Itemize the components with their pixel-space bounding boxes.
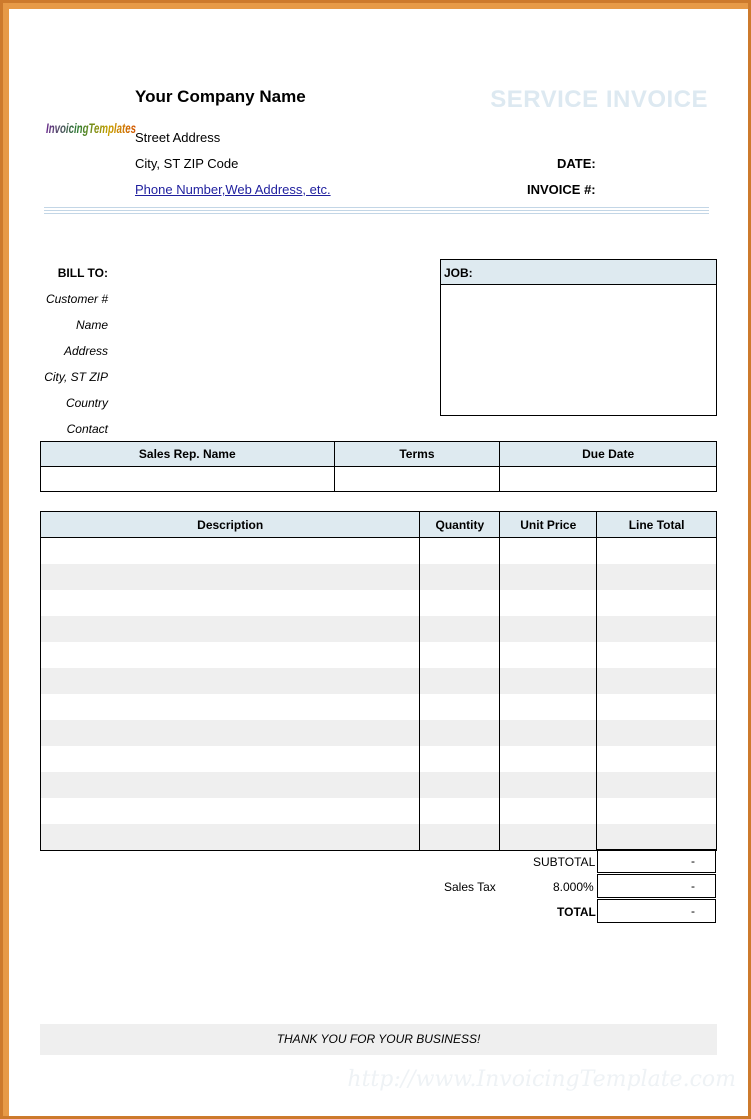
watermark: http://www.InvoicingTemplate.com	[347, 1067, 736, 1092]
invoice-page	[9, 9, 748, 1116]
quantity-cell[interactable]	[420, 642, 500, 668]
line-total-cell[interactable]	[597, 824, 717, 851]
total-label: TOTAL	[557, 905, 596, 919]
quantity-cell[interactable]	[420, 772, 500, 798]
table-row	[41, 668, 717, 694]
terms-header: Terms	[334, 442, 500, 467]
line-total-cell[interactable]	[597, 616, 717, 642]
description-cell[interactable]	[41, 772, 420, 798]
unit-price-cell[interactable]	[500, 668, 597, 694]
name-label: Name	[75, 318, 108, 332]
table-row	[41, 720, 717, 746]
unit-price-cell[interactable]	[500, 564, 597, 590]
description-cell[interactable]	[41, 668, 420, 694]
quantity-cell[interactable]	[420, 564, 500, 590]
sales-rep-cell[interactable]	[41, 467, 335, 492]
quantity-cell[interactable]	[420, 668, 500, 694]
subtotal-label: SUBTOTAL	[533, 855, 596, 869]
description-cell[interactable]	[41, 694, 420, 720]
header-divider	[44, 213, 709, 214]
line-total-cell[interactable]	[597, 772, 717, 798]
unit-price-cell[interactable]	[500, 642, 597, 668]
line-total-header: Line Total	[597, 512, 717, 538]
line-total-cell[interactable]	[597, 720, 717, 746]
unit-price-cell[interactable]	[500, 538, 597, 565]
unit-price-cell[interactable]	[500, 590, 597, 616]
line-items-body	[41, 538, 717, 851]
unit-price-cell[interactable]	[500, 694, 597, 720]
line-total-cell[interactable]	[597, 590, 717, 616]
tax-rate[interactable]: 8.000%	[553, 880, 594, 894]
description-cell[interactable]	[41, 720, 420, 746]
description-cell[interactable]	[41, 746, 420, 772]
table-row	[41, 564, 717, 590]
quantity-cell[interactable]	[420, 616, 500, 642]
city-zip-label: City, ST ZIP	[44, 370, 108, 384]
table-row	[41, 824, 717, 851]
quantity-cell[interactable]	[420, 694, 500, 720]
city-line: City, ST ZIP Code	[135, 156, 239, 171]
quantity-cell[interactable]	[420, 590, 500, 616]
line-total-cell[interactable]	[597, 564, 717, 590]
unit-price-cell[interactable]	[500, 798, 597, 824]
date-label: DATE:	[557, 156, 596, 171]
sales-tax-label: Sales Tax	[444, 880, 496, 894]
invoice-number-label: INVOICE #:	[527, 182, 596, 197]
quantity-cell[interactable]	[420, 798, 500, 824]
quantity-cell[interactable]	[420, 824, 500, 851]
description-header: Description	[41, 512, 420, 538]
description-cell[interactable]	[41, 642, 420, 668]
page-frame	[3, 3, 748, 1116]
thank-you-message: THANK YOU FOR YOUR BUSINESS!	[40, 1024, 717, 1055]
total-value: -	[597, 899, 716, 923]
line-total-cell[interactable]	[597, 668, 717, 694]
unit-price-cell[interactable]	[500, 772, 597, 798]
address-label: Address	[63, 344, 108, 358]
job-box	[440, 259, 717, 416]
description-cell[interactable]	[41, 590, 420, 616]
line-total-cell[interactable]	[597, 538, 717, 565]
company-logo	[46, 111, 138, 151]
description-cell[interactable]	[41, 824, 420, 851]
contact-link[interactable]: Phone Number,Web Address, etc.	[135, 182, 331, 197]
line-total-cell[interactable]	[597, 642, 717, 668]
header-divider	[44, 210, 709, 211]
unit-price-header: Unit Price	[500, 512, 597, 538]
description-cell[interactable]	[41, 798, 420, 824]
due-date-cell[interactable]	[500, 467, 717, 492]
country-label: Country	[65, 396, 108, 410]
table-row	[41, 538, 717, 565]
document-title: SERVICE INVOICE	[490, 86, 708, 113]
job-label: JOB:	[441, 260, 716, 285]
description-cell[interactable]	[41, 564, 420, 590]
svg-text:InvoicingTemplates: InvoicingTemplates	[46, 120, 137, 136]
line-total-cell[interactable]	[597, 694, 717, 720]
bill-to-heading: BILL TO:	[57, 266, 108, 280]
street-address: Street Address	[135, 130, 221, 145]
sales-tax-value: -	[597, 874, 716, 898]
table-row	[41, 798, 717, 824]
unit-price-cell[interactable]	[500, 616, 597, 642]
quantity-cell[interactable]	[420, 746, 500, 772]
subtotal-value: -	[597, 849, 716, 873]
table-row	[41, 590, 717, 616]
company-name: Your Company Name	[135, 87, 306, 106]
customer-number-label: Customer #	[45, 292, 108, 306]
quantity-cell[interactable]	[420, 538, 500, 565]
unit-price-cell[interactable]	[500, 746, 597, 772]
description-cell[interactable]	[41, 538, 420, 565]
due-date-header: Due Date	[500, 442, 717, 467]
header-divider	[44, 207, 709, 208]
table-row	[41, 616, 717, 642]
quantity-cell[interactable]	[420, 720, 500, 746]
line-items-table	[40, 511, 717, 851]
line-total-cell[interactable]	[597, 746, 717, 772]
contact-label: Contact	[66, 422, 108, 436]
table-row	[41, 642, 717, 668]
unit-price-cell[interactable]	[500, 720, 597, 746]
table-row	[41, 772, 717, 798]
job-field[interactable]	[441, 285, 716, 413]
terms-table	[40, 441, 717, 492]
line-total-cell[interactable]	[597, 798, 717, 824]
description-cell[interactable]	[41, 616, 420, 642]
table-row	[41, 694, 717, 720]
quantity-header: Quantity	[420, 512, 500, 538]
terms-cell[interactable]	[334, 467, 500, 492]
table-row	[41, 746, 717, 772]
unit-price-cell[interactable]	[500, 824, 597, 851]
sales-rep-header: Sales Rep. Name	[41, 442, 335, 467]
